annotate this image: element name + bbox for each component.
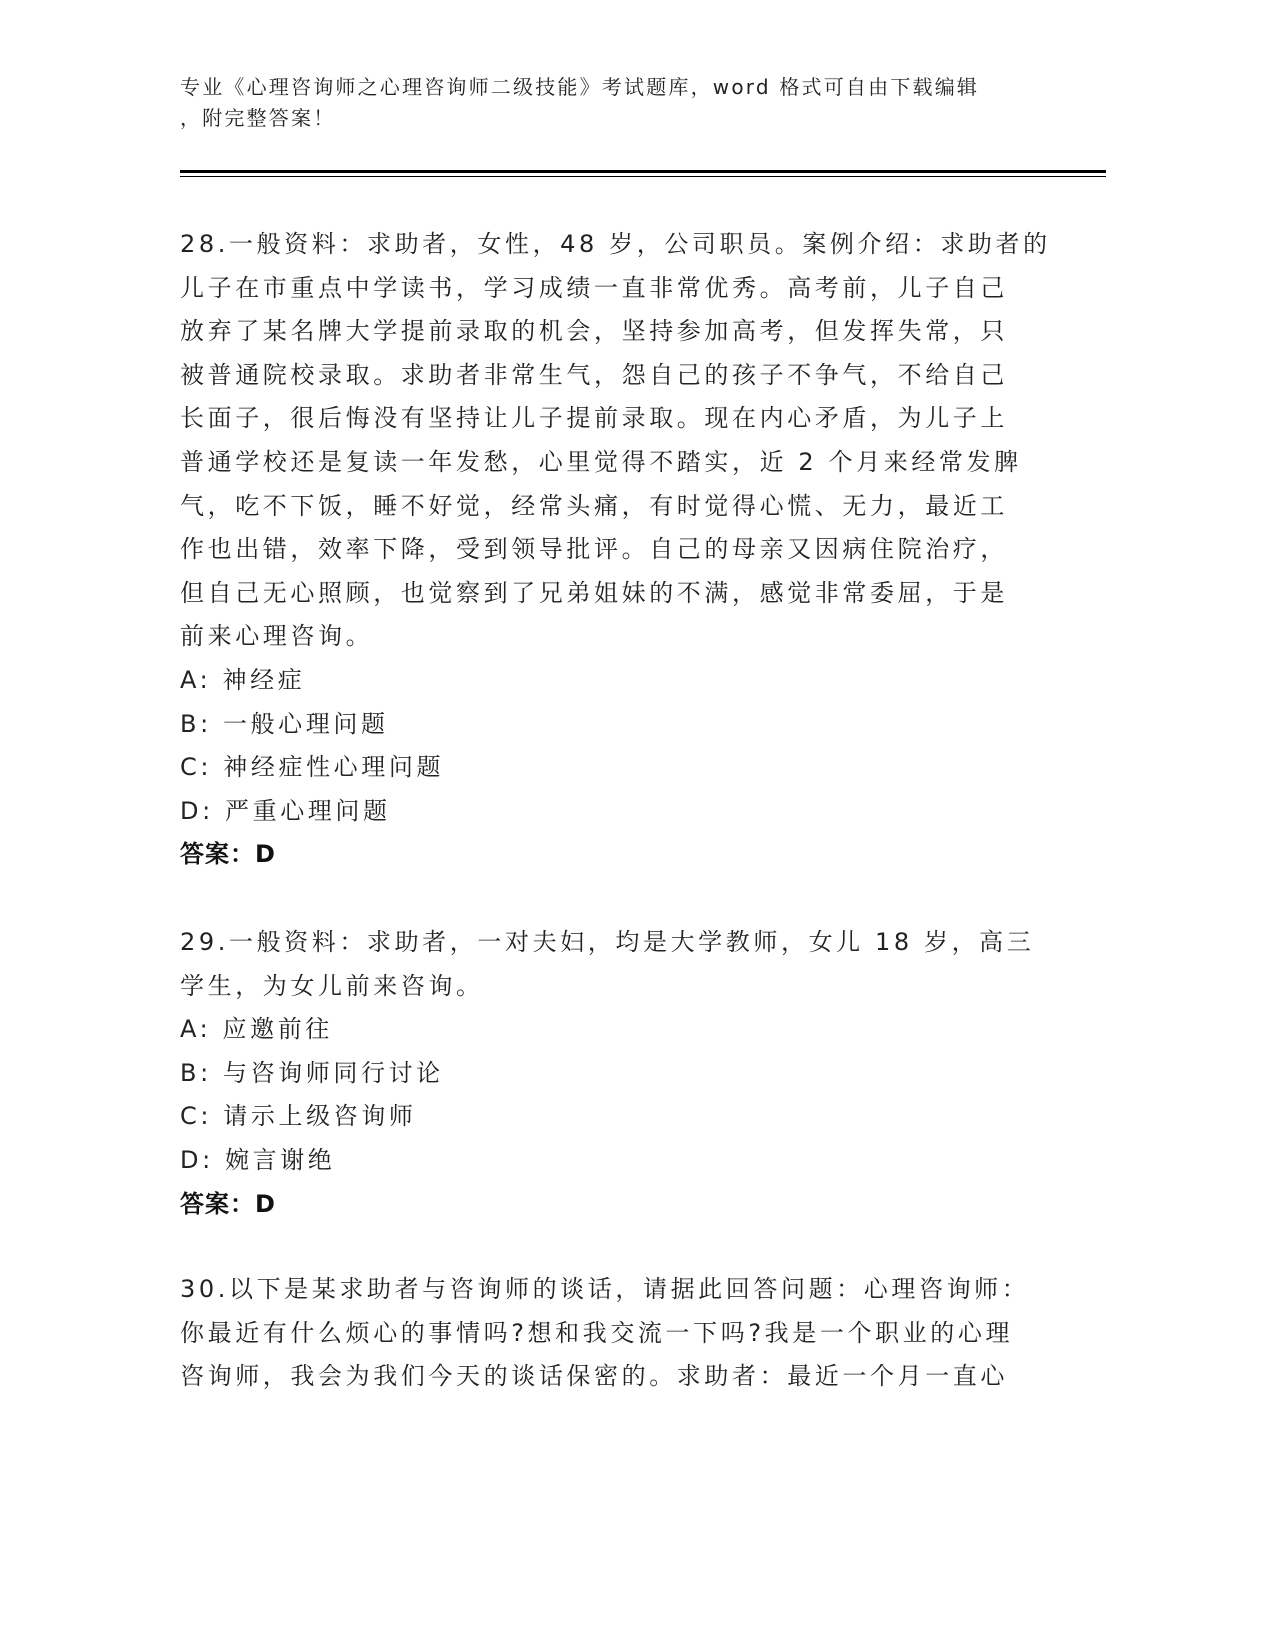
option-d: D: 严重心理问题 (180, 796, 391, 825)
question-stem-line: 普通学校还是复读一年发愁，心里觉得不踏实，近 2 个月来经常发脾 (180, 447, 1022, 476)
question-stem-line: 长面子，很后悔没有坚持让儿子提前录取。现在内心矛盾，为儿子上 (180, 404, 1008, 433)
answer: 答案：D (180, 1189, 276, 1218)
question-stem-line: 28.一般资料：求助者，女性，48 岁，公司职员。案例介绍：求助者的 (180, 230, 1051, 258)
question-28 (180, 223, 1051, 877)
option-d: D: 婉言谢绝 (180, 1145, 336, 1174)
question-stem-line: 你最近有什么烦心的事情吗?想和我交流一下吗?我是一个职业的心理 (180, 1318, 1014, 1347)
document-header (180, 72, 979, 134)
header-line: 专业《心理咨询师之心理咨询师二级技能》考试题库，word 格式可自由下载编辑 (180, 75, 980, 99)
option-b: B: 一般心理问题 (180, 709, 389, 738)
question-stem-line: 咨询师，我会为我们今天的谈话保密的。求助者：最近一个月一直心 (180, 1362, 1008, 1391)
option-c: C: 神经症性心理问题 (180, 753, 445, 782)
question-stem-line: 放弃了某名牌大学提前录取的机会，坚持参加高考，但发挥失常，只 (180, 317, 1008, 346)
question-stem-line: 30.以下是某求助者与咨询师的谈话，请据此回答问题：心理咨询师： (180, 1275, 1030, 1303)
question-stem-line: 气，吃不下饭，睡不好觉，经常头痛，有时觉得心慌、无力，最近工 (180, 491, 1008, 520)
question-stem-line: 但自己无心照顾，也觉察到了兄弟姐妹的不满，感觉非常委屈，于是 (180, 578, 1008, 607)
option-a: A: 应邀前往 (180, 1015, 333, 1044)
option-c: C: 请示上级咨询师 (180, 1102, 417, 1131)
answer: 答案：D (180, 840, 276, 869)
question-stem-line: 前来心理咨询。 (180, 622, 374, 651)
option-b: B: 与咨询师同行讨论 (180, 1058, 444, 1087)
header-divider-thin (180, 176, 1106, 177)
header-divider-thick (180, 170, 1106, 173)
question-stem-line: 学生，为女儿前来咨询。 (180, 971, 484, 1000)
question-30 (180, 1268, 1029, 1399)
question-stem-line: 29.一般资料：求助者，一对夫妇，均是大学教师，女儿 18 岁，高三 (180, 928, 1035, 956)
option-a: A: 神经症 (180, 665, 306, 694)
question-29 (180, 921, 1034, 1226)
question-stem-line: 作也出错，效率下降，受到领导批评。自己的母亲又因病住院治疗， (180, 535, 1008, 564)
header-line: ，附完整答案！ (180, 106, 336, 130)
question-stem-line: 被普通院校录取。求助者非常生气，怨自己的孩子不争气，不给自己 (180, 360, 1008, 389)
question-stem-line: 儿子在市重点中学读书，学习成绩一直非常优秀。高考前，儿子自己 (180, 273, 1008, 302)
